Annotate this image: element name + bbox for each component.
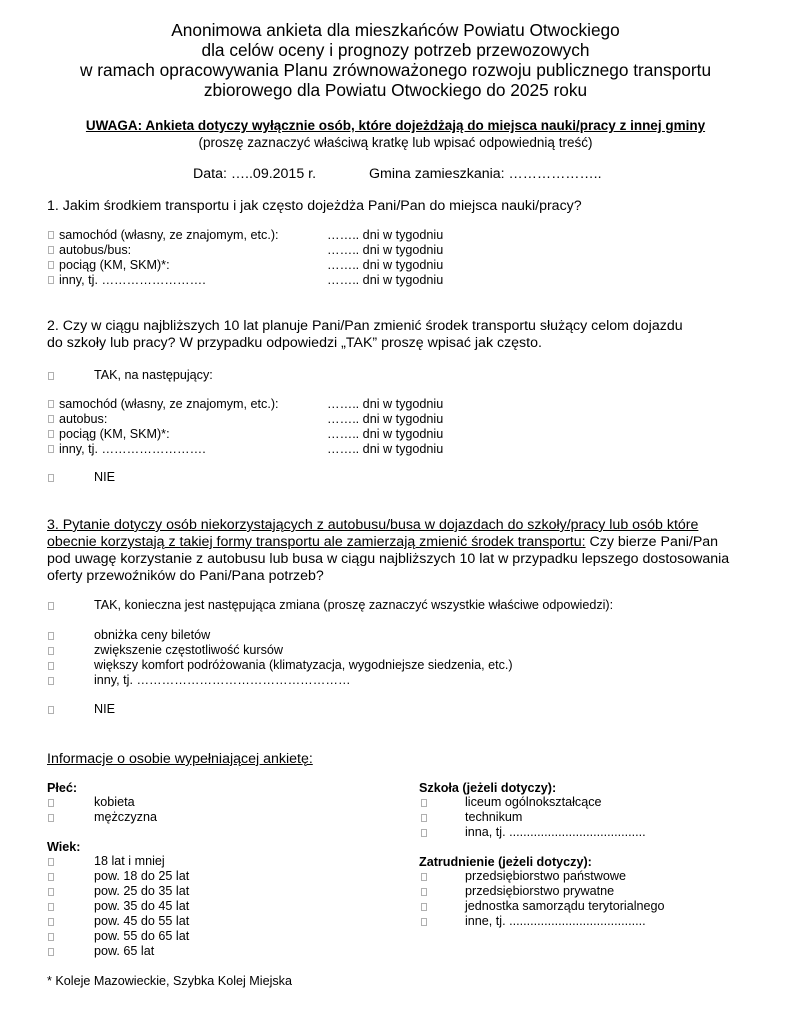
q1-frequency-field[interactable]: …….. dni w tygodniu — [327, 273, 444, 287]
school-checkbox[interactable] — [421, 829, 427, 837]
q1-frequency-field[interactable]: …….. dni w tygodniu — [327, 243, 444, 257]
q1-option-label: pociąg (KM, SKM)*: — [59, 258, 170, 272]
q3-checkbox-price[interactable] — [48, 632, 54, 640]
employment-option: przedsiębiorstwo państwowe — [465, 869, 627, 883]
q2-checkbox-tak[interactable] — [48, 372, 54, 380]
question-3-line-4: oferty przewoźników do Pani/Pana potrzeb? — [47, 568, 324, 584]
title-line-2: dla celów oceny i prognozy potrzeb przewozowych — [201, 40, 590, 60]
q2-checkbox-train[interactable] — [48, 430, 54, 438]
q3-checkbox-other[interactable] — [48, 677, 54, 685]
q2-frequency-field[interactable]: …….. dni w tygodniu — [327, 397, 444, 411]
q2-frequency-field[interactable]: …….. dni w tygodniu — [327, 412, 444, 426]
employment-option: jednostka samorządu terytorialnego — [465, 899, 665, 913]
q3-option-label: obniżka ceny biletów — [94, 628, 211, 642]
age-option: pow. 45 do 55 lat — [94, 914, 190, 928]
q2-nie-label: NIE — [94, 470, 115, 484]
footnote: * Koleje Mazowieckie, Szybka Kolej Miejska — [47, 974, 292, 988]
question-3-line-1: 3. Pytanie dotyczy osób niekorzystających z autobusu/busa w dojazdach do szkoły/pracy lub osób które — [47, 517, 699, 533]
employment-option: przedsiębiorstwo prywatne — [465, 884, 615, 898]
question-3-line-2-rest: Czy bierze Pani/Pan — [585, 534, 719, 550]
question-2-line-1: 2. Czy w ciągu najbliższych 10 lat planuje Pani/Pan zmienić środek transportu służący celom dojazdu — [47, 318, 683, 334]
warning-text: UWAGA: Ankieta dotyczy wyłącznie osób, które dojeżdżają do miejsca nauki/pracy z innej gminy — [85, 118, 706, 133]
school-option[interactable]: inna, tj. ....................................... — [465, 825, 646, 839]
employment-checkbox[interactable] — [421, 888, 427, 896]
q3-checkbox-frequency[interactable] — [48, 647, 54, 655]
q1-checkbox-train[interactable] — [48, 261, 54, 269]
info-heading: Informacje o osobie wypełniającej ankietę: — [47, 751, 313, 767]
question-3-line-3: pod uwagę korzystanie z autobusu lub busa w ciągu najbliższych 10 lat w przypadku lepszego dostosowania — [47, 551, 730, 567]
q3-option-label[interactable]: inny, tj. …………………………………………… — [94, 673, 351, 687]
age-checkbox[interactable] — [48, 948, 54, 956]
title-line-1: Anonimowa ankieta dla mieszkańców Powiatu Otwockiego — [171, 20, 620, 40]
employment-option[interactable]: inne, tj. ....................................... — [465, 914, 646, 928]
q2-option-label: autobus: — [59, 412, 108, 426]
age-checkbox[interactable] — [48, 918, 54, 926]
gender-checkbox-female[interactable] — [48, 799, 54, 807]
q1-checkbox-bus[interactable] — [48, 246, 54, 254]
age-option: pow. 25 do 35 lat — [94, 884, 190, 898]
age-option: 18 lat i mniej — [94, 854, 165, 868]
school-checkbox[interactable] — [421, 799, 427, 807]
age-option: pow. 65 lat — [94, 944, 155, 958]
q1-frequency-field[interactable]: …….. dni w tygodniu — [327, 258, 444, 272]
q3-tak-label: TAK, konieczna jest następująca zmiana (proszę zaznaczyć wszystkie właściwe odpowiedzi): — [94, 598, 614, 612]
age-checkbox[interactable] — [48, 903, 54, 911]
q2-frequency-field[interactable]: …….. dni w tygodniu — [327, 427, 444, 441]
employment-checkbox[interactable] — [421, 918, 427, 926]
title-line-3: w ramach opracowywania Planu zrównoważonego rozwoju publicznego transportu — [79, 60, 712, 80]
gender-label: Płeć: — [47, 781, 78, 795]
gmina-field[interactable]: Gmina zamieszkania: ……………….. — [369, 166, 602, 182]
employment-checkbox[interactable] — [421, 873, 427, 881]
question-3-line-2-underlined: obecnie korzystają z takiej formy transportu ale zamierzają zmienić środek transportu: — [47, 534, 586, 550]
q3-nie-label: NIE — [94, 702, 115, 716]
q3-checkbox-comfort[interactable] — [48, 662, 54, 670]
q2-option-label: pociąg (KM, SKM)*: — [59, 427, 170, 441]
q2-option-label: samochód (własny, ze znajomym, etc.): — [59, 397, 279, 411]
age-checkbox[interactable] — [48, 933, 54, 941]
q1-checkbox-other[interactable] — [48, 276, 54, 284]
gender-option: kobieta — [94, 795, 135, 809]
q3-checkbox-nie[interactable] — [48, 706, 54, 714]
school-option: liceum ogólnokształcące — [465, 795, 602, 809]
school-checkbox[interactable] — [421, 814, 427, 822]
instruction-text: (proszę zaznaczyć właściwą kratkę lub wpisać odpowiednią treść) — [198, 135, 593, 150]
q2-tak-label: TAK, na następujący: — [94, 368, 213, 382]
gender-option: mężczyzna — [94, 810, 157, 824]
q2-option-label[interactable]: inny, tj. ……………………. — [59, 442, 206, 456]
age-label: Wiek: — [47, 840, 81, 854]
date-field[interactable]: Data: …..09.2015 r. — [193, 166, 317, 182]
question-1: 1. Jakim środkiem transportu i jak często dojeżdża Pani/Pan do miejsca nauki/pracy? — [47, 198, 582, 214]
q3-checkbox-tak[interactable] — [48, 602, 54, 610]
q2-checkbox-bus[interactable] — [48, 415, 54, 423]
question-3-line-2 — [47, 533, 718, 551]
q2-frequency-field[interactable]: …….. dni w tygodniu — [327, 442, 444, 456]
q1-option-label: samochód (własny, ze znajomym, etc.): — [59, 228, 279, 242]
title-line-4: zbiorowego dla Powiatu Otwockiego do 2025 roku — [203, 80, 588, 100]
q1-option-label[interactable]: inny, tj. ……………………. — [59, 273, 206, 287]
school-option: technikum — [465, 810, 523, 824]
age-checkbox[interactable] — [48, 873, 54, 881]
age-option: pow. 35 do 45 lat — [94, 899, 190, 913]
age-checkbox[interactable] — [48, 858, 54, 866]
q3-option-label: większy komfort podróżowania (klimatyzacja, wygodniejsze siedzenia, etc.) — [94, 658, 513, 672]
q2-checkbox-car[interactable] — [48, 400, 54, 408]
q1-checkbox-car[interactable] — [48, 231, 54, 239]
q3-option-label: zwiększenie częstotliwość kursów — [94, 643, 283, 657]
q1-option-label: autobus/bus: — [59, 243, 132, 257]
age-option: pow. 18 do 25 lat — [94, 869, 190, 883]
question-2-line-2: do szkoły lub pracy? W przypadku odpowiedzi „TAK” proszę wpisać jak często. — [47, 335, 542, 351]
q2-checkbox-nie[interactable] — [48, 474, 54, 482]
gender-checkbox-male[interactable] — [48, 814, 54, 822]
q1-frequency-field[interactable]: …….. dni w tygodniu — [327, 228, 444, 242]
age-option: pow. 55 do 65 lat — [94, 929, 190, 943]
age-checkbox[interactable] — [48, 888, 54, 896]
q2-checkbox-other[interactable] — [48, 445, 54, 453]
employment-label: Zatrudnienie (jeżeli dotyczy): — [419, 855, 592, 869]
school-label: Szkoła (jeżeli dotyczy): — [419, 781, 557, 795]
employment-checkbox[interactable] — [421, 903, 427, 911]
